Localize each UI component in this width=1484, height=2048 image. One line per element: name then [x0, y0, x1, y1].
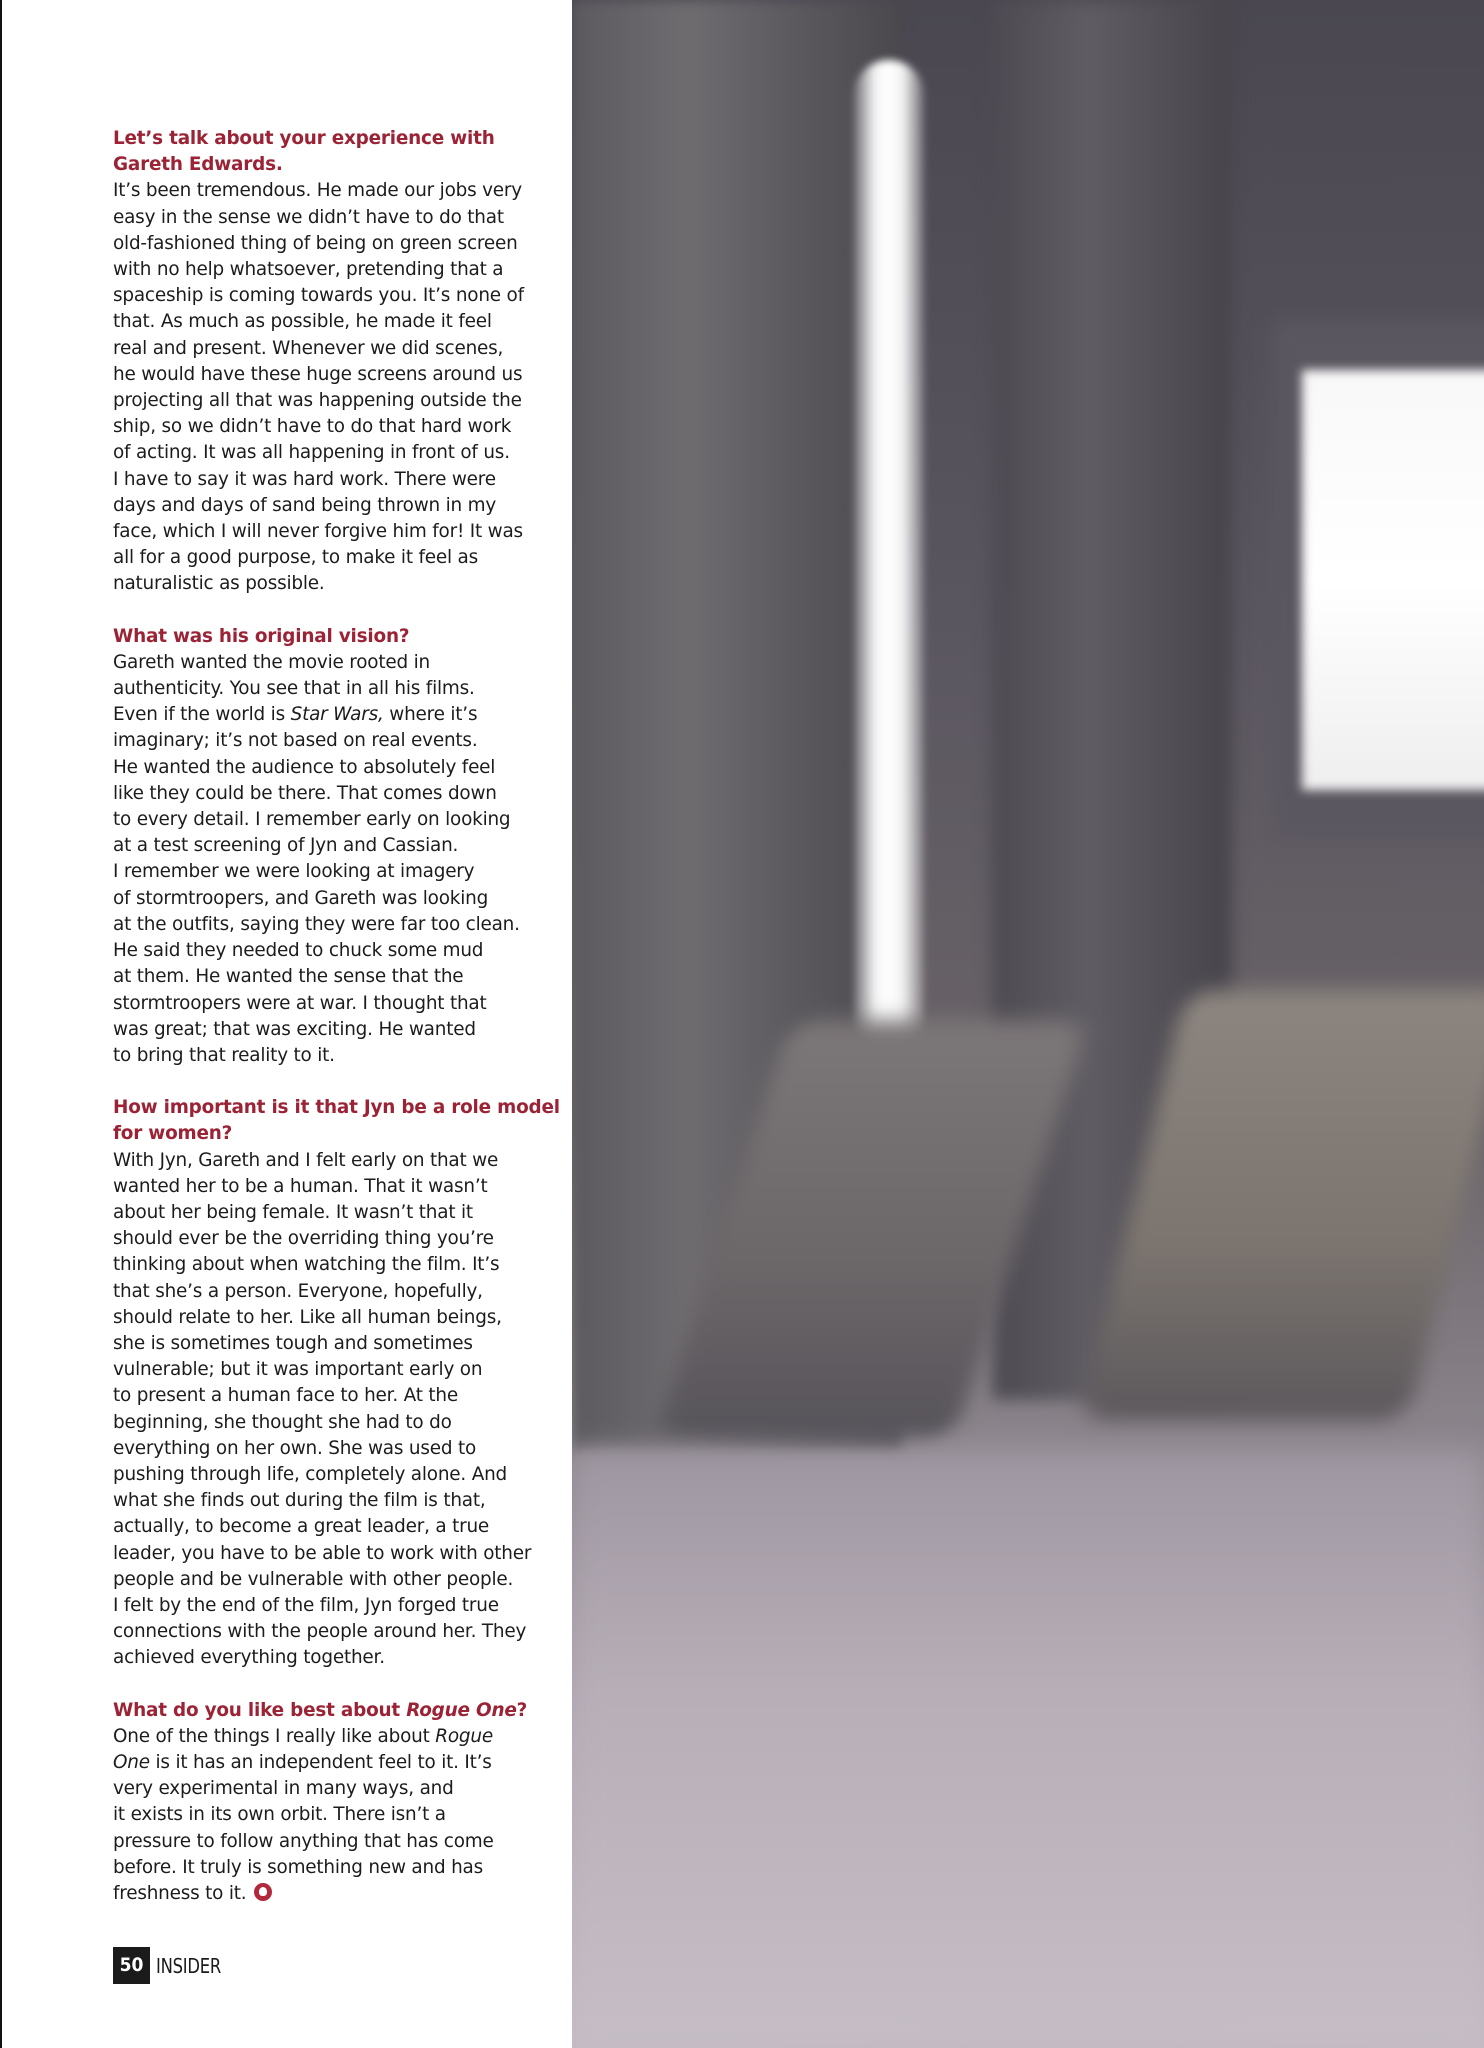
- answer-text: is it has an independent feel to it. It’s: [149, 1751, 492, 1773]
- answer-line: imaginary; it’s not based on real events.: [113, 730, 478, 752]
- answer-line: about her being female. It wasn’t that it: [113, 1201, 473, 1223]
- answer-line: very experimental in many ways, and: [113, 1778, 454, 1800]
- question-line: How important is it that Jyn be a role model: [113, 1097, 560, 1119]
- answer-line: authenticity. You see that in all his films.: [113, 678, 475, 700]
- answer-line: connections with the people around her. They: [113, 1621, 527, 1643]
- answer-text: One of the things I really like about: [113, 1725, 436, 1747]
- answer-line: days and days of sand being thrown in my: [113, 494, 497, 516]
- answer-line: what she finds out during the film is that,: [113, 1490, 486, 1512]
- page-number: 50: [113, 1947, 150, 1984]
- question: [113, 624, 545, 650]
- answer-line: face, which I will never forgive him for! It was: [113, 521, 523, 543]
- answer-line: of stormtroopers, and Gareth was looking: [113, 887, 489, 909]
- answer-line: that. As much as possible, he made it feel: [113, 311, 492, 333]
- answer-line: [113, 702, 545, 728]
- answer-line: wanted her to be a human. That it wasn’t: [113, 1175, 488, 1197]
- answer-line: beginning, she thought she had to do: [113, 1411, 452, 1433]
- film-title: Star Wars,: [290, 704, 384, 726]
- answer-line: spaceship is coming towards you. It’s none of: [113, 285, 524, 307]
- photo-window: [1302, 370, 1484, 790]
- film-title: One: [113, 1751, 150, 1773]
- answer-line: stormtroopers were at war. I thought that: [113, 992, 487, 1014]
- answer-line: I felt by the end of the film, Jyn forged true: [113, 1594, 499, 1616]
- answer-line: easy in the sense we didn’t have to do that: [113, 206, 504, 228]
- answer-line: leader, you have to be able to work with other: [113, 1542, 532, 1564]
- answer-line: all for a good purpose, to make it feel as: [113, 547, 479, 569]
- qa-section: [113, 126, 545, 598]
- film-title: Rogue One: [406, 1699, 517, 1721]
- question: [113, 1698, 545, 1724]
- answer-line: ship, so we didn’t have to do that hard work: [113, 416, 512, 438]
- answer: [113, 178, 545, 597]
- answer-line: was great; that was exciting. He wanted: [113, 1018, 476, 1040]
- answer-line: pushing through life, completely alone. And: [113, 1463, 508, 1485]
- answer-line: old-fashioned thing of being on green screen: [113, 232, 518, 254]
- answer-text: where it’s: [383, 704, 478, 726]
- answer-line: projecting all that was happening outside the: [113, 390, 522, 412]
- answer-line: I remember we were looking at imagery: [113, 861, 475, 883]
- answer-line: of acting. It was all happening in front of us.: [113, 442, 510, 464]
- answer-line: vulnerable; but it was important early on: [113, 1359, 483, 1381]
- answer-line: at them. He wanted the sense that the: [113, 966, 464, 988]
- answer-line: at the outfits, saying they were far too clean.: [113, 913, 520, 935]
- qa-section: [113, 624, 545, 1069]
- answer-line: to bring that reality to it.: [113, 1044, 335, 1066]
- magazine-name: INSIDER: [156, 1953, 222, 1978]
- question-line: Let’s talk about your experience with: [113, 128, 495, 149]
- answer-line: [113, 1881, 545, 1907]
- answer-line: He said they needed to chuck some mud: [113, 940, 484, 962]
- question-line: What was his original vision?: [113, 625, 410, 647]
- answer-line: Gareth wanted the movie rooted in: [113, 651, 430, 673]
- rebel-alliance-icon: [254, 1883, 272, 1901]
- page-footer: [113, 1947, 235, 1984]
- answer-line: actually, to become a great leader, a true: [113, 1516, 490, 1538]
- answer-line: naturalistic as possible.: [113, 573, 325, 595]
- question-text: ?: [516, 1699, 528, 1721]
- answer-line: people and be vulnerable with other people.: [113, 1568, 514, 1590]
- question-line: Gareth Edwards.: [113, 154, 283, 176]
- answer-line: [113, 1724, 545, 1750]
- answer-line: should ever be the overriding thing you’re: [113, 1228, 494, 1250]
- answer-line: With Jyn, Gareth and I felt early on that we: [113, 1149, 499, 1171]
- answer-line: at a test screening of Jyn and Cassian.: [113, 835, 459, 857]
- answer: [113, 1724, 545, 1907]
- question-line: [113, 1698, 545, 1724]
- answer-line: [113, 1750, 545, 1776]
- qa-section: [113, 1698, 545, 1908]
- answer-line: that she’s a person. Everyone, hopefully,: [113, 1280, 483, 1302]
- film-still-photo: [572, 0, 1484, 2048]
- answer-line: it exists in its own orbit. There isn’t a: [113, 1804, 446, 1826]
- answer-line: He wanted the audience to absolutely feel: [113, 756, 496, 778]
- answer-text: Even if the world is: [113, 704, 291, 726]
- answer-line: pressure to follow anything that has come: [113, 1830, 494, 1852]
- answer-line: achieved everything together.: [113, 1647, 385, 1669]
- article-body: [113, 126, 560, 1933]
- answer-line: like they could be there. That comes down: [113, 782, 497, 804]
- answer-line: I have to say it was hard work. There were: [113, 468, 496, 490]
- answer-line: she is sometimes tough and sometimes: [113, 1332, 473, 1354]
- qa-section: [113, 1095, 560, 1671]
- answer-line: before. It truly is something new and has: [113, 1856, 483, 1878]
- answer: [113, 1148, 545, 1672]
- answer-line: to present a human face to her. At the: [113, 1385, 458, 1407]
- answer-line: should relate to her. Like all human beings,: [113, 1306, 502, 1328]
- question: [113, 1095, 560, 1147]
- answer-text: freshness to it.: [113, 1883, 253, 1904]
- text-column: [0, 0, 572, 2048]
- film-title: Rogue: [435, 1725, 493, 1747]
- answer-line: It’s been tremendous. He made our jobs very: [113, 180, 522, 202]
- answer-line: thinking about when watching the film. It’s: [113, 1254, 500, 1276]
- answer-line: with no help whatsoever, pretending that a: [113, 259, 504, 281]
- photo-floor: [572, 1450, 1484, 2048]
- question-line: for women?: [113, 1123, 233, 1145]
- answer-line: real and present. Whenever we did scenes,: [113, 337, 504, 359]
- question-text: What do you like best about: [113, 1699, 407, 1721]
- answer: [113, 650, 545, 1069]
- question: [113, 126, 545, 178]
- answer-line: everything on her own. She was used to: [113, 1437, 477, 1459]
- answer-line: he would have these huge screens around us: [113, 363, 523, 385]
- photo-light-strip: [854, 60, 924, 1050]
- answer-line: to every detail. I remember early on looking: [113, 809, 511, 831]
